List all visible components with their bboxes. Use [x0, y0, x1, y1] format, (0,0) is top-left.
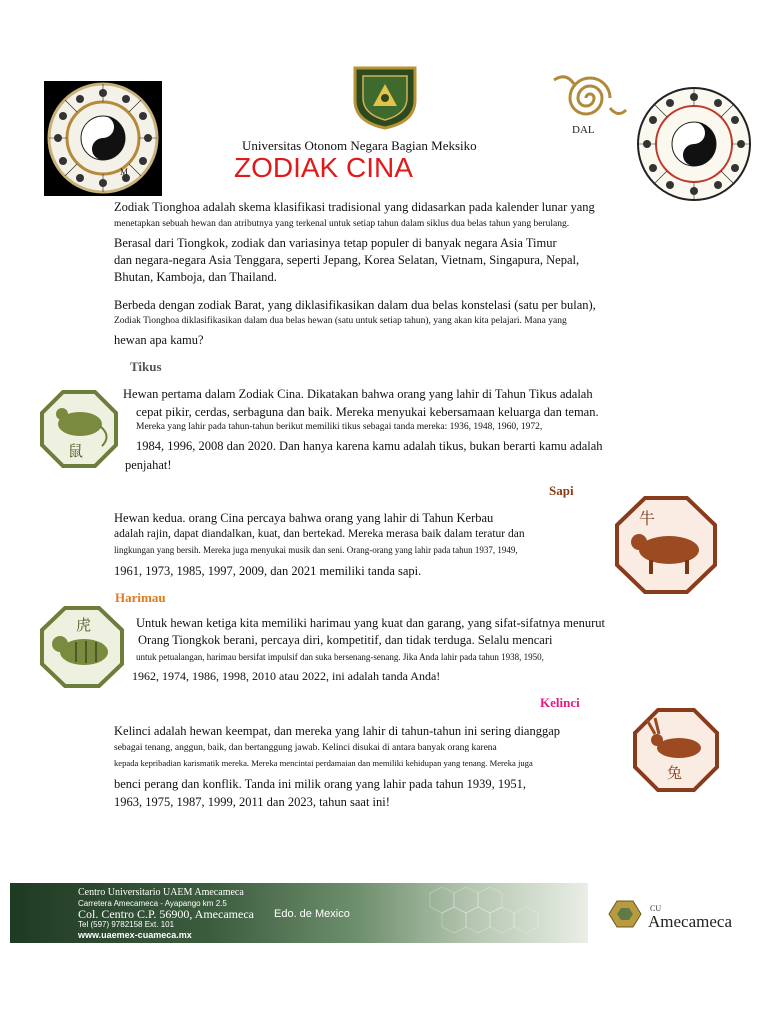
intro-p2-line3: Bhutan, Kamboja, dan Thailand.	[114, 270, 277, 284]
sapi-line1: Hewan kedua. orang Cina percaya bahwa orang yang lahir di Tahun Kerbau	[114, 511, 494, 525]
harimau-heading: Harimau	[115, 590, 166, 605]
kelinci-badge	[633, 708, 719, 792]
sapi-line3: lingkungan yang bersih. Mereka juga menyukai musik dan seni. Orang-orang yang lahir pada tahun 1937, 1949,	[114, 545, 518, 555]
cu-label: CU	[650, 904, 662, 913]
tikus-line5: penjahat!	[125, 458, 172, 472]
intro-p3-line2: Zodiak Tionghoa diklasifikasikan dalam dua belas hewan (satu untuk setiap tahun), yang akan kita pelajari. Mana yang	[114, 316, 567, 326]
footer-line5[interactable]: www.uaemex-cuameca.mx	[78, 930, 192, 940]
intro-p3-line3: hewan apa kamu?	[114, 333, 204, 347]
harimau-line4: 1962, 1974, 1986, 1998, 2010 atau 2022, ini adalah tanda Anda!	[132, 669, 441, 683]
sapi-line2: adalah rajin, dapat diandalkan, kuat, dan bertekad. Mereka merasa baik dalam teratur dan	[114, 528, 525, 540]
footer-line4: Tel (597) 9782158 Ext. 101	[78, 920, 175, 929]
dal-logo	[552, 68, 628, 136]
zodiac-wheel-right-graphic	[636, 86, 752, 202]
kelinci-line1: Kelinci adalah hewan keempat, dan mereka yang lahir di tahun-tahun ini sering dianggap	[114, 724, 561, 738]
zodiac-wheel-left-graphic	[44, 81, 162, 196]
kelinci-line5: 1963, 1975, 1987, 1999, 2011 dan 2023, tahun saat ini!	[114, 795, 390, 809]
kelinci-heading: Kelinci	[540, 695, 580, 710]
intro-p1-line2: menetapkan sebuah hewan dan atributnya yang terkenal untuk setiap tahun dalam siklus dua belas tahun yang berulang.	[114, 219, 570, 229]
intro-p2-line1: Berasal dari Tiongkok, zodiak dan variasinya tetap populer di banyak negara Asia Timur	[114, 236, 557, 250]
university-name: Universitas Otonom Negara Bagian Meksiko	[242, 138, 477, 153]
footer-line2: Carretera Amecameca - Ayapango km 2.5	[78, 899, 227, 908]
page-title: ZODIAK CINA	[234, 152, 413, 183]
wheel-mark: M	[120, 167, 129, 177]
footer-line3a: Col. Centro C.P. 56900, Amecameca	[78, 907, 254, 921]
cu-name: Amecameca	[648, 912, 732, 931]
harimau-badge	[40, 606, 124, 688]
dal-label: DAL	[572, 124, 595, 136]
footer-line1: Centro Universitario UAEM Amecameca	[78, 887, 244, 898]
kelinci-line2: sebagai tenang, anggun, baik, dan bertanggung jawab. Kelinci disukai di antara banyak orang karena	[114, 743, 497, 753]
crest-icon	[349, 64, 421, 130]
cu-logo	[608, 899, 642, 929]
tikus-heading: Tikus	[130, 359, 162, 374]
sapi-line4: 1961, 1973, 1985, 1997, 2009, dan 2021 memiliki tanda sapi.	[114, 564, 422, 578]
kelinci-line3: kepada kepribadian karismatik mereka. Mereka mencintai perdamaian dan memiliki kehidupan yang tenang. Mereka juga	[114, 758, 533, 768]
kelinci-line4: benci perang dan konflik. Tanda ini milik orang yang lahir pada tahun 1939, 1951,	[114, 777, 526, 791]
tikus-line4: 1984, 1996, 2008 dan 2020. Dan hanya karena kamu adalah tikus, bukan berarti kamu adalah	[136, 439, 603, 453]
harimau-line1: Untuk hewan ketiga kita memiliki harimau yang kuat dan garang, yang sifat-sifatnya menurut	[136, 616, 605, 630]
zodiac-wheel-left	[44, 81, 162, 196]
intro-p2-line2: dan negara-negara Asia Tenggara, seperti Jepang, Korea Selatan, Vietnam, Singapura, Nepal,	[114, 253, 580, 267]
intro-p3-line1: Berbeda dengan zodiak Barat, yang diklasifikasikan dalam dua belas konstelasi (satu per bulan),	[114, 298, 596, 312]
tikus-line2: cepat pikir, cerdas, serbaguna dan baik. Mereka menyukai kebersamaan keluarga dan teman.	[136, 405, 599, 419]
sapi-heading: Sapi	[549, 483, 574, 498]
ox-glyph: 牛	[639, 509, 656, 528]
intro-p1-line1: Zodiak Tionghoa adalah skema klasifikasi tradisional yang didasarkan pada kalender lunar yang	[114, 200, 595, 214]
tikus-line1: Hewan pertama dalam Zodiak Cina. Dikatakan bahwa orang yang lahir di Tahun Tikus adalah	[123, 387, 593, 401]
harimau-line2: Orang Tiongkok berani, percaya diri, kompetitif, dan tidak terduga. Selalu mencari	[138, 633, 553, 647]
tikus-badge	[40, 390, 118, 468]
rat-glyph: 鼠	[68, 442, 84, 460]
harimau-line3: untuk petualangan, harimau bersifat impulsif dan suka bersenang-senang. Jika Anda lahir pada tahun 1938, 1950,	[136, 652, 544, 662]
rabbit-glyph: 兔	[667, 764, 683, 782]
ox-icon	[615, 496, 717, 594]
sapi-badge	[615, 496, 717, 594]
hexagon-logo-icon	[608, 899, 642, 929]
footer-line3b: Edo. de Mexico	[274, 908, 350, 920]
zodiac-wheel-right	[636, 86, 752, 202]
tikus-line3: Mereka yang lahir pada tahun-tahun berikut memiliki tikus sebagai tanda mereka: 1936, 1948, 1960, 1972,	[136, 422, 543, 432]
spiral-icon	[552, 68, 628, 124]
university-crest	[349, 64, 421, 130]
tiger-glyph: 虎	[76, 616, 92, 634]
